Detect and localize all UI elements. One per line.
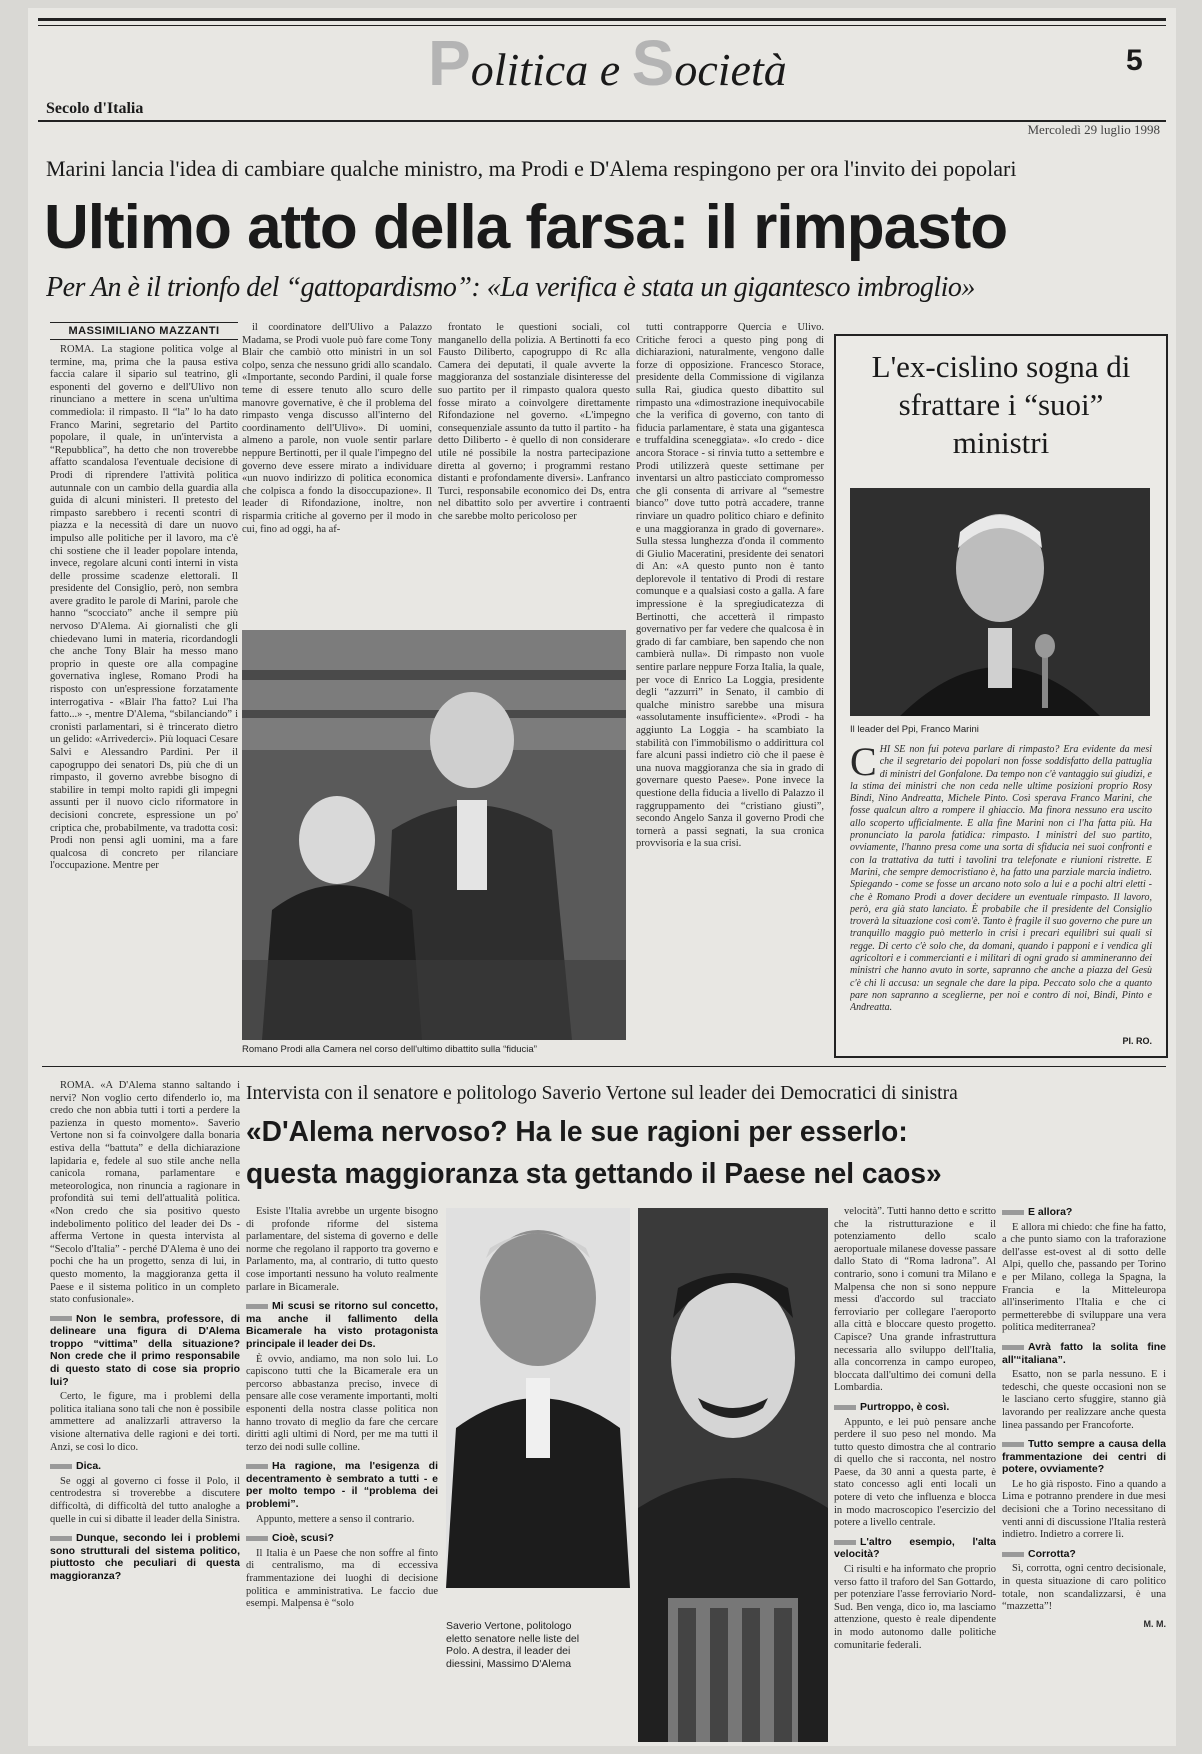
article2-question-1 xyxy=(50,1313,240,1389)
marini-photo-illustration xyxy=(850,488,1150,716)
article1-col4-text: tutti contrapporre Quercia e Ulivo. Critiche feroci a questo ping pong di dichiarazioni, naturalmente, vengono dalle forze di opposizione. Francesco Storace, presidente della Commissione di vigilanza sulla Rai, giudica questo dibattito sul rimpasto una «dimostrazione inequivocabile che la verifica di governo, con tanto di fiducia parlamentare, è stata una gigantesca e truffaldina sceneggiata». «Io credo - dice ancora Storace - si rinvia tutto a settembre e Prodi utilizzerà queste settimane per inventarsi un altro pasticciato compromesso che gli consenta di arrivare al “semestre bianco” dove tutto potrà accadere, tranne rinviare un quadro politico chiaro e definito e una maggioranza in grado di governare». Sulla stessa lunghezza d'onda il commento di Giulio Maceratini, presidente dei senatori di An: «A questo punto non è tanto deplorevole il tentativo di Prodi di restare comunque e a qualsiasi costo a galla. A fare impressione è la spregiudicatezza di Bertinotti, che accetterà il rimpasto governativo per far vedere che qualcosa è in grado di far cambiare, ben sapendo che non cambierà nulla». Di rimpasto non vuole sentire parlare neppure Forza Italia, la quale, per voce di Enrico La Loggia, presidente degli “azzurri” in Senato, il cambio di qualche ministro sarebbe una misura «assolutamente insufficiente». «Prodi - ha aggiunto La Loggia - ha scambiato la stabilità con l'immobilismo o addirittura col fare alcuni passi indietro ciò che il paese è una nuova maggioranza che sia in grado di governare questo Paese». Pone invece la questione della fiducia a livello di Palazzo il raggruppamento dei “cristiano giusti”, secondo Angelo Sanza il governo Prodi che tornerà a passi segnati, la sua cronica provvisoria e la sua crisi. xyxy=(636,322,824,850)
article1-col2-text: il coordinatore dell'Ulivo a Palazzo Madama, se Prodi vuole può fare come Tony Blair che cambiò otto ministri in un sol colpo, senza che nessuno gridi allo scandalo. «Importante, secondo Pardini, il quale forse teme di essere tenuto allo scuro delle manovre governative, è che il problema del rimpasto venga discusso all'interno del coordinamento dell'Ulivo». Di uomini, almeno a parole, non vuole sentir parlare neppure Bertinotti, per il quale l'impegno del governo deve essere mirato a individuare «un nuovo indirizzo di politica economica che colpisca a fondo la disoccupazione». Il leader di Rifondazione, inoltre, non risparmia critiche al governo per il modo in cui, fino ad oggi, ha af- xyxy=(242,322,432,535)
article2-answer-12: Sì, corrotta, ogni centro decisionale, in questa situazione di caro politico totale, non scandalizzarsi, è una “mazzetta”! xyxy=(1002,1563,1166,1613)
question-marker xyxy=(1002,1210,1024,1215)
article2-answer-2: Se oggi al governo ci fosse il Polo, il centrodestra si troverebbe a discutere difficoltà, di difficoltà del tutto analoghe a quelle in cui si dibatte il leader della Sinistra. xyxy=(50,1475,240,1525)
question-text: Corrotta? xyxy=(1028,1547,1076,1560)
section-rest-1: olitica e xyxy=(470,44,632,95)
question-marker xyxy=(50,1536,72,1541)
marini-photo xyxy=(850,488,1150,716)
question-marker xyxy=(1002,1345,1024,1350)
vertone-photo xyxy=(446,1208,630,1588)
question-text: E allora? xyxy=(1028,1206,1073,1218)
article2-col3-text: velocità”. Tutti hanno detto e scritto che la ristrutturazione e il potenziamento dello scalo aeroportuale milanese dovesse passare dallo Stato di “Roma ladrona”. Al contrario, sono i comuni tra Milano e Malpensa che non si sono neppure messi d'accordo sul tracciato ferroviario per collegare l'aeroporto alla città e bloccare questo progetto. Capisce? Una grande infrastruttura necessaria allo sviluppo dell'Italia, alla concorrenza in campo europeo, bloccata dall'ultimo dei comuni della Lombardia. xyxy=(834,1206,996,1394)
article-separator xyxy=(42,1066,1166,1067)
prodi-photo-illustration xyxy=(242,630,626,1040)
article2-question-12 xyxy=(1002,1548,1166,1561)
article1-subhead: Per An è il trionfo del “gattopardismo”: «La verifica è stata un gigantesco imbroglio» xyxy=(46,272,975,303)
section-initial-1: P xyxy=(428,27,471,99)
article1-column-2 xyxy=(242,322,432,626)
header-rule xyxy=(38,120,1166,122)
article2-column-3 xyxy=(834,1206,996,1740)
article2-column-4 xyxy=(1002,1206,1166,1740)
article2-question-2 xyxy=(50,1460,240,1473)
article2-signature: M. M. xyxy=(1143,1618,1166,1629)
question-text: Cioè, scusi? xyxy=(272,1532,334,1545)
article2-question-8 xyxy=(834,1536,996,1561)
dalema-photo-illustration xyxy=(638,1208,828,1742)
vertone-photo-illustration xyxy=(446,1208,630,1588)
question-text: Purtroppo, è così. xyxy=(860,1400,950,1413)
sidebar-text: HI SE non fui poteva parlare di rimpasto? Era evidente da mesi che il segretario dei popolari non fosse soddisfatto della pattuglia di ministri del Gonfalone. Da tempo non c'è vantaggio sui giudizi, e la stima dei ministri che non ceda nelle ultime posizioni proprio Rosy Bindi, Nino Andreatta, Michele Pinto. Così sperava Franco Marini, che fosse qualcun altro a rompere il ghiaccio. Ma finora nessuno era uscito allo scoperto ufficialmente. E alla fine Marini non ci l'ha fatta più. Ha pronunciato la parola fatidica: rimpasto. I ministri del suo partito, ovviamente, l'hanno presa come una sorta di sfiducia nei suoi confronti e con la trattativa da tutti i tavolini tra telefonate e riunioni ristrette. E Marini, che sempre democristiano è, ha fatto una parziale marcia indietro. Spiegando - come se fosse un arcano noto solo a lui e a pochi altri eletti - che è Romano Prodi a dover decidere un eventuale rimpasto. Il lavoro, però, era già stato lanciato. È probabile che il presidente del Consiglio troverà la situazione così com'è. Tanto è fragile il suo governo che pure un tranquillo maggio può metterlo in crisi i precari equilibri sui quali si regge. Di certo c'è solo che, da domani, quando i papponi e i vendica gli agricoltori e i commercianti e i militari di ogni grado si ammineranno dei ministri che hanno avuto in sorte, sapranno che anche a piazza del Gesù c'è chi li accusa: un segnale che dare la pipa. Peccato solo che a quanto pare non sapranno a sceglierne, per noi e contro di noi, Bindi, Pinto e Andreatta. xyxy=(850,744,1152,1014)
newspaper-page xyxy=(28,8,1176,1746)
article1-col1-text: ROMA. La stagione politica volge al termine, ma, prima che la pausa estiva faccia calare il sipario sul teatrino, gli esponenti del governo e dell'Ulivo non rinunciano a mettere in scena un'ultima commediola: il rimpasto. Il “la” lo ha dato Franco Marini, segretario del Partito popolare, il quale, in un'intervista a “Repubblica”, ha detto che non troverebbe affatto scandalosa l'eventuale decisione di Prodi di riprendere l'attività politica autunnale con un cambio della guardia alla guida di alcuni ministeri. Il pretesto del rimpasto sarebbero i recenti scontri di piazza e la necessità di dare un nuovo impulso alle politiche per il lavoro, ma c'è chi sostiene che il leader popolare intenda, invece, regolare alcuni conti interni in vista delle prossime scadenze elettorali. Il presidente del Consiglio, però, non sembra avere gradito le parole di Marini, parole che hanno “scocciato” anche il sempre più nervoso D'Alema. Ai giornalisti che gli chiedevano lumi in materia, ricordandogli che anche Tony Blair ha messo mano proprio in queste ore alla compagine governativa inglese, Romano Prodi ha risposto con un'espressione forzatamente interrogativa - «Blair l'ha fatto? Lui l'ha fatto...» -, mentre D'Alema, “sbilanciando” i cronisti parlamentari, si è trincerato dietro un gelido: «Arrivederci». Più loquaci Cesare Salvi e Alessandro Pardini. Per il capogruppo dei senatori Ds, più che di un rimpasto, il governo avrebbe bisogno di stabilire in tempi molto rapidi gli impegni assunti per il nuovo ciclo riformatore in decisioni concrete, espressione un po' criptica che, probabilmente, va tradotta così: Prodi non pensi agli uomini, ma a fare qualcosa di concreto per rilanciare l'occupazione. Mentre per xyxy=(50,344,238,872)
issue-date: Mercoledì 29 luglio 1998 xyxy=(1027,122,1160,137)
prodi-photo xyxy=(242,630,626,1040)
question-marker xyxy=(834,1540,856,1545)
article2-answer-10: Esatto, non se parla nessuno. E i tedeschi, che queste occasioni non se le lasciano certo sfuggire, stanno già lavorando per realizzare anche questa linea passando per Francoforte. xyxy=(1002,1369,1166,1431)
question-marker xyxy=(50,1464,72,1469)
article2-column-1 xyxy=(50,1080,240,1740)
article1-col3-text: frontato le questioni sociali, col manganello della polizia. A Bertinotti fa eco Fausto Diliberto, capogruppo di Rc alla Camera dei deputati, il quale avverte la maggioranza del sostanziale disinteresse del suo partito per il rimpasto qualora questo fosse mirato a coinvolgere direttamente Rifondazione nel governo. «L'impegno consequenziale assunto da tutto il partito - ha detto Diliberto - è quello di non considerare utile né possibile la nostra partecipazione diretta al governo; i programmi restano distanti e profondamente diversi». Lanfranco Turci, responsabile economico dei Ds, entra nel dibattito solo per avvertire i contraenti che sarebbe molto pericoloso per xyxy=(438,322,630,522)
article2-question-3 xyxy=(50,1532,240,1582)
article2-headline-line2: questa maggioranza sta gettando il Paese nel caos» xyxy=(246,1158,942,1190)
vertone-photo-caption: Saverio Vertone, politologo eletto senatore nelle liste del Polo. A destra, il leader dei diessini, Massimo D'Alema xyxy=(446,1620,580,1670)
question-marker xyxy=(246,1304,268,1309)
article2-intro: ROMA. «A D'Alema stanno saltando i nervi? Non voglio certo difenderlo io, ma credo che non abbia tutti i torti a perdere la pazienza in questo momento». Saverio Vertone non si fa coinvolgere dalla bonaria estiva della “battuta” e della dichiarazione lapidaria e, fedele al suo stile anche nella canicola romana, parlamentare e meteorologica, non rinuncia a ragionare in profondità sui temi dell'attualità politica. «Non credo che sia positivo questo indebolimento politico del leader dei Ds - afferma Vertone in questa intervista al “Secolo d'Italia” - perché D'Alema è uno dei pochi che ha un progetto, senza di lui, in questo momento, la maggioranza getta il Paese e il sistema politico in un completo stato confusionale». xyxy=(50,1080,240,1306)
article1-headline: Ultimo atto della farsa: il rimpasto xyxy=(44,193,1008,262)
question-marker xyxy=(834,1405,856,1410)
section-rest-2: ocietà xyxy=(674,44,787,95)
article2-answer-8: Ci risulti e ha informato che proprio verso fatto il traforo del San Gottardo, per potenziare l'asse ferroviario Nord-Sud. Ben venga, dico io, ma lasciamo attenzione, questo è reale dipendente in modo autonomo dalle politiche comunitarie federali. xyxy=(834,1564,996,1651)
question-text: L'altro esempio, l'alta velocità? xyxy=(834,1535,996,1561)
article2-answer-6: Il Italia è un Paese che non soffre al finto di centralismo, ma di eccessiva frammentazione dei luoghi di decisione politica e amministrativa. Le faccio due esempi. Malpensa è “solo xyxy=(246,1547,438,1610)
question-marker xyxy=(50,1316,72,1321)
section-title xyxy=(428,28,868,98)
article2-question-11 xyxy=(1002,1438,1166,1476)
article2-question-6 xyxy=(246,1532,438,1545)
article2-question-10 xyxy=(1002,1341,1166,1366)
article2-question-5 xyxy=(246,1460,438,1510)
top-rule xyxy=(38,18,1166,21)
article2-answer-5: Appunto, mettere a senso il contrario. xyxy=(256,1513,415,1525)
article1-column-3 xyxy=(438,322,630,626)
sidebar-dropcap: C xyxy=(850,744,877,784)
article2-answer-4: È ovvio, andiamo, ma non solo lui. Lo capiscono tutti che la Bicamerale era un percorso abbastanza preciso, invece di pensare alle cose veramente importanti, molti esponenti della nostra classe politica non hanno trovato di meglio da fare che cercare diritti agli ultimi di Nord, per me ma tutti il terzo dei nodi sulle colline. xyxy=(246,1353,438,1453)
article1-kicker: Marini lancia l'idea di cambiare qualche ministro, ma Prodi e D'Alema respingono per ora l'invito dei popolari xyxy=(46,156,1017,181)
page-number: 5 xyxy=(1126,44,1143,77)
article2-answer-11: Le ho già risposto. Fino a quando a Lima e potranno prendere in due mesi decisioni che a Torino necessitano di venti anni di discussione l'Italia resterà indietro. Indietro a correre lì. xyxy=(1002,1478,1166,1541)
newspaper-name: Secolo d'Italia xyxy=(46,100,144,117)
article1-column-1 xyxy=(50,344,238,1050)
question-marker xyxy=(246,1464,268,1469)
article2-headline-line1: «D'Alema nervoso? Ha le sue ragioni per esserlo: xyxy=(246,1116,908,1148)
sidebar-text-block xyxy=(850,744,1152,1022)
article2-column-2 xyxy=(246,1206,438,1740)
sidebar-title: L'ex-cislino sogna di sfrattare i “suoi” ministri xyxy=(871,349,1131,460)
question-text: Avrà fatto la solita fine all'“italiana”. xyxy=(1002,1340,1166,1366)
question-text: Dunque, secondo lei i problemi sono strutturali del sistema politico, piuttosto che peculiari di questa maggioranza? xyxy=(50,1532,240,1582)
dalema-photo xyxy=(638,1208,828,1742)
question-text: Ha ragione, ma l'esigenza di decentramento è sembrato a tutti - e per molto tempo - il “problema dei problemi”. xyxy=(246,1460,438,1511)
article1-author: MASSIMILIANO MAZZANTI xyxy=(50,322,238,340)
sidebar-box xyxy=(834,334,1168,1058)
prodi-photo-caption: Romano Prodi alla Camera nel corso dell'ultimo dibattito sulla “fiducia” xyxy=(242,1044,537,1055)
article2-question-9 xyxy=(1002,1206,1166,1219)
question-marker xyxy=(1002,1552,1024,1557)
question-text: Dica. xyxy=(76,1460,102,1473)
article2-answer-9: E allora mi chiedo: che fine ha fatto, a che punto siamo con la traforazione dell'asse est-ovest al di sotto delle Alpi, quello che, passando per Torino e per Milano, collega la Spagna, la Francia e la Mitteleuropa all'inserimento l'Italia e che ci permetterebbe di sviluppare una vera politica mediterranea? xyxy=(1002,1221,1166,1334)
sidebar-signature: PI. RO. xyxy=(1122,1036,1152,1046)
article2-col2-intro: Esiste l'Italia avrebbe un urgente bisogno di profonde riforme del sistema parlamentare, del sistema di governo e delle norme che regolano il rapporto tra governo e Parlamento, ma, al contrario, di tutto questo cose importanti nessuno ha voluto realmente parlare in Bicamerale. xyxy=(246,1206,438,1293)
article2-question-4 xyxy=(246,1300,438,1350)
article2-answer-7: Appunto, e lei può pensare anche perdere il suo peso nel mondo. Ma tutto questo dimostra che al contrario di quello che si racconta, nel nostro Paese, da 30 anni a questa parte, è stato concesso agli enti locali un potere di veto che influenza e blocca in modo macroscopico l'esercizio del potere a livello centrale. xyxy=(834,1416,996,1529)
top-rule-thin xyxy=(38,25,1166,26)
article2-question-7 xyxy=(834,1401,996,1414)
article2-answer-1: Certo, le figure, ma i problemi della politica italiana sono tali che non è possibile ammettere ad analizzarli attraverso la visione alternativa delle ragioni e dei torti. Anzi, se così lo dico. xyxy=(50,1391,240,1453)
question-marker xyxy=(246,1536,268,1541)
marini-photo-caption: Il leader del Ppi, Franco Marini xyxy=(850,724,979,735)
question-text: Mi scusi se ritorno sul concetto, ma anche il fallimento della Bicamerale ha visto protagonista principale il leader dei Ds. xyxy=(246,1300,438,1350)
question-text: Non le sembra, professore, di delineare una figura di D'Alema troppo “vittima” della situazione? Non crede che il primo responsabile di questo stato di cose sia proprio lui? xyxy=(50,1312,240,1388)
article2-kicker: Intervista con il senatore e politologo Saverio Vertone sul leader dei Democratici di sinistra xyxy=(246,1083,958,1104)
question-marker xyxy=(1002,1442,1024,1447)
section-initial-2: S xyxy=(631,27,675,99)
question-text: Tutto sempre a causa della frammentazione dei centri di potere, ovviamente? xyxy=(1002,1438,1166,1476)
article1-column-4 xyxy=(636,322,824,1048)
